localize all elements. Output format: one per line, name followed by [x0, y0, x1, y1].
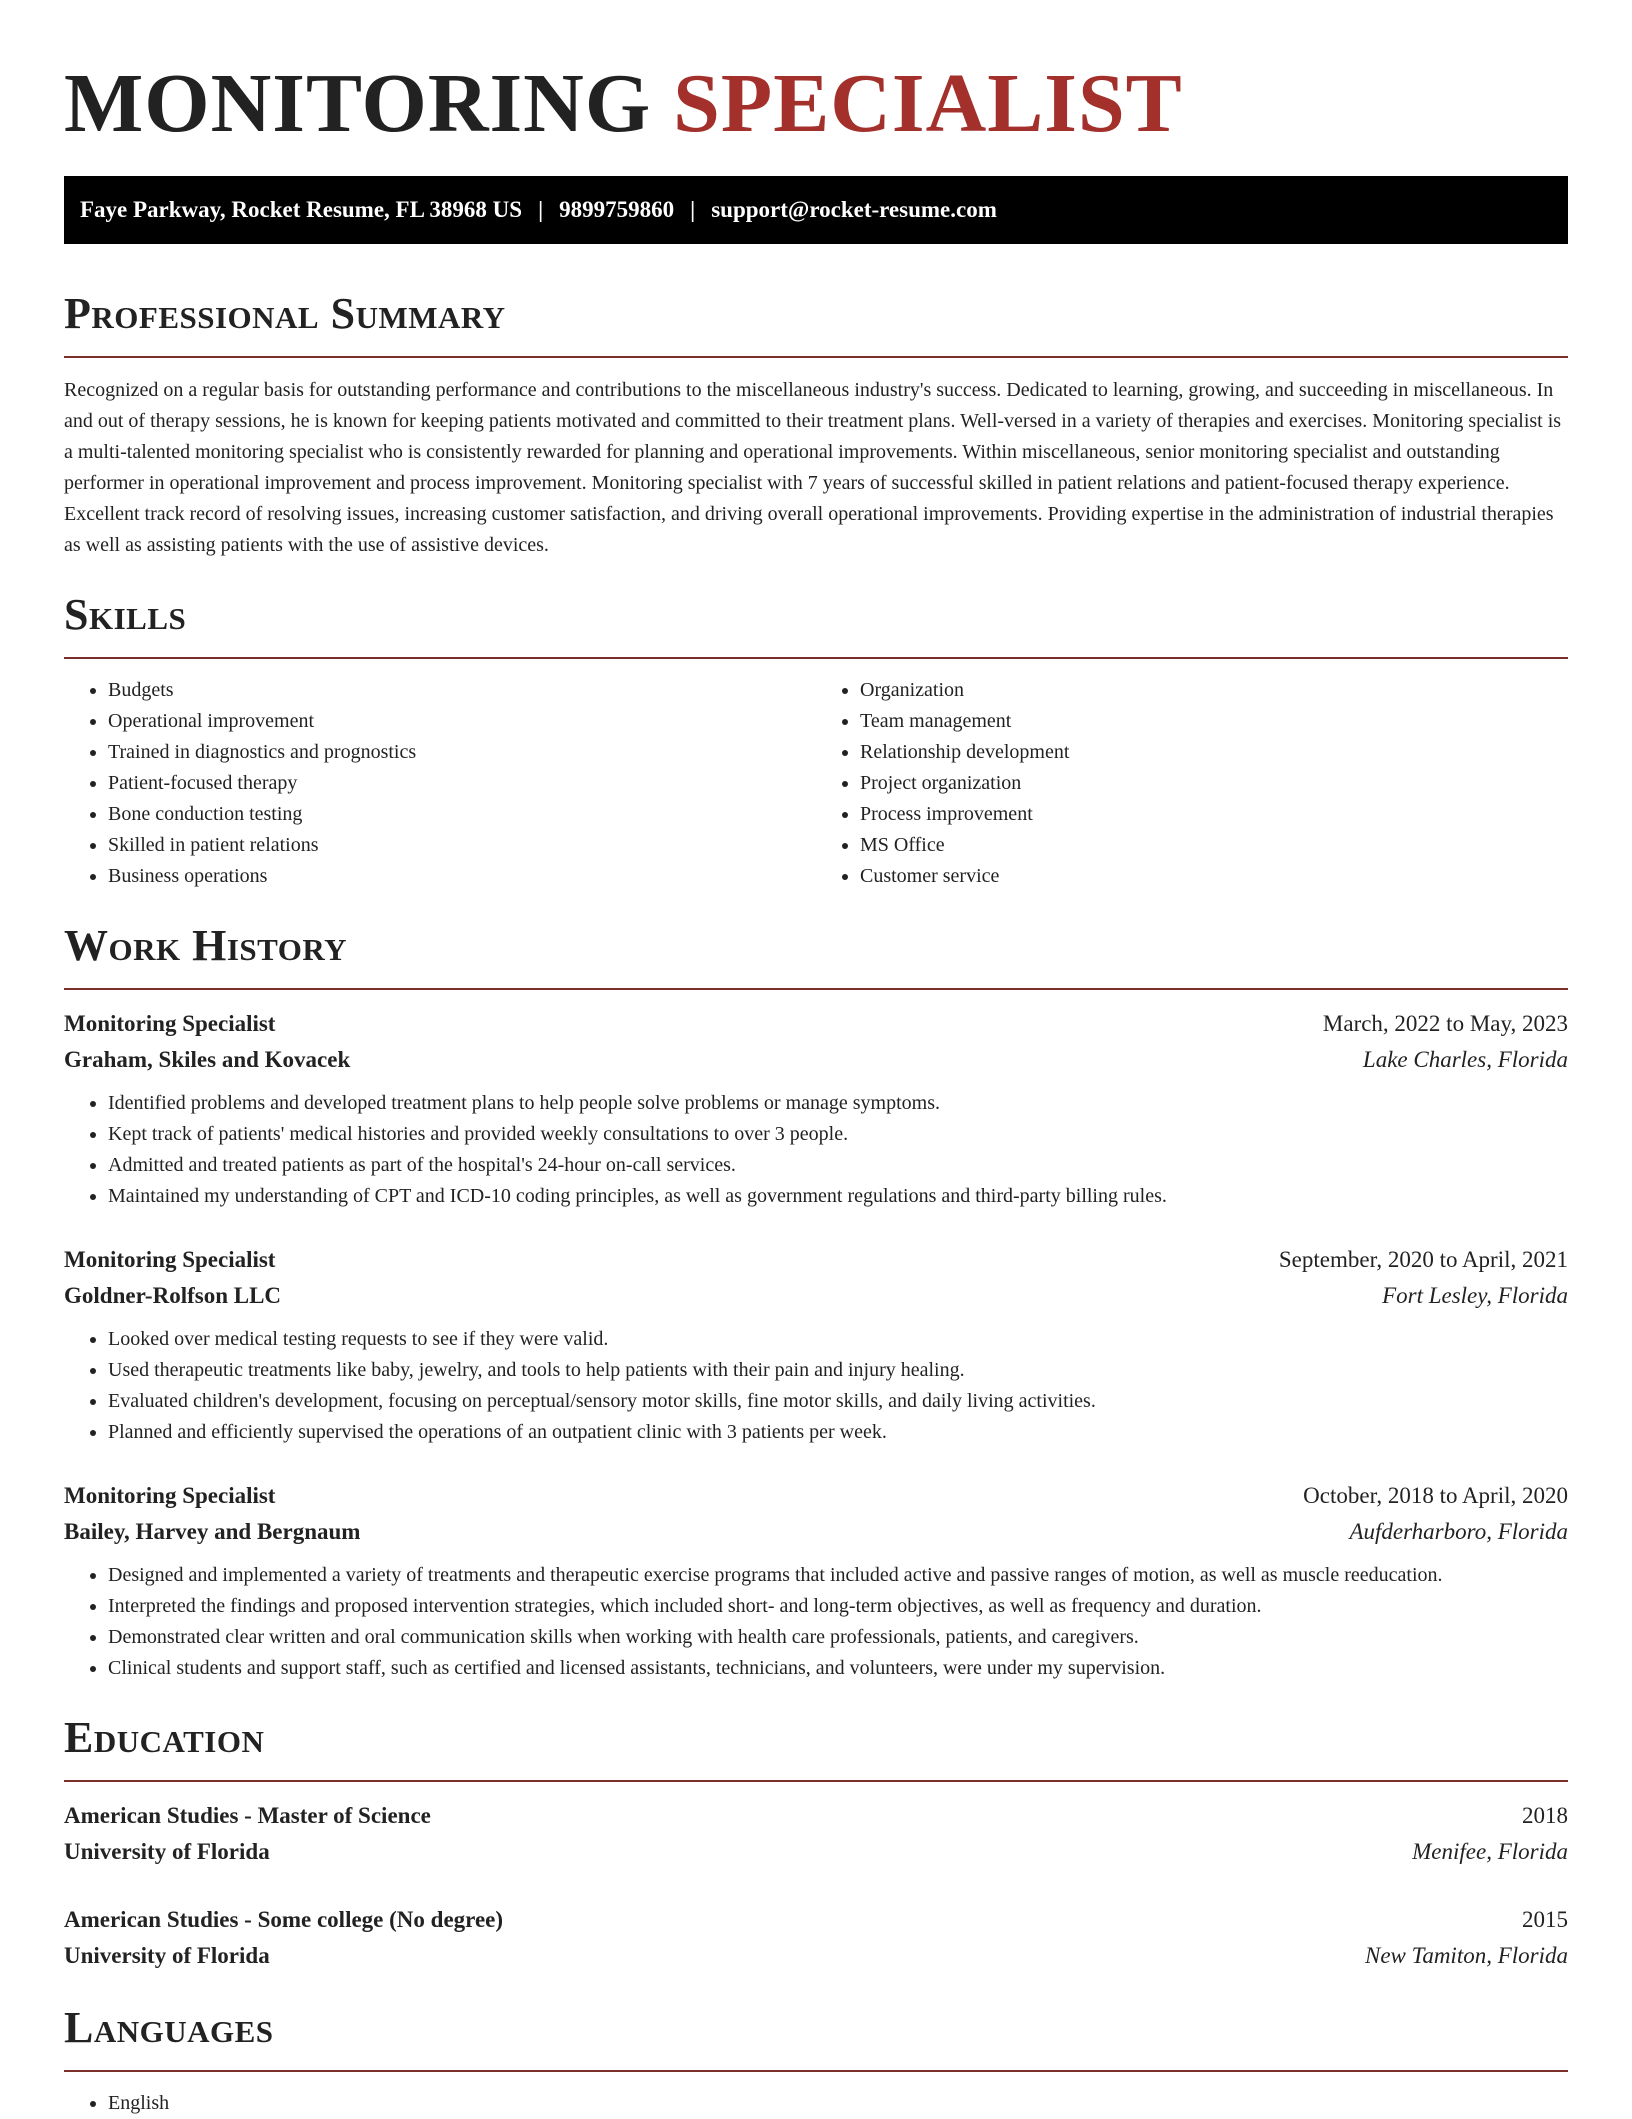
job-bullet: • Used therapeutic treatments like baby, jewelry, and tools to help patients with their pain and injury healing. [108, 1355, 1568, 1386]
language-item: • English [108, 2088, 1568, 2119]
education-year: 2015 [1522, 1907, 1568, 1932]
education-school: University of Florida [64, 1839, 270, 1864]
skill-item: • Process improvement [860, 799, 1568, 830]
skill-item: • MS Office [860, 830, 1568, 861]
skill-item: • Relationship development [860, 737, 1568, 768]
education-degree: American Studies - Master of Science [64, 1803, 431, 1828]
skills-column-left [64, 675, 816, 892]
job-role: Monitoring Specialist [64, 1247, 276, 1272]
job-entry [64, 1478, 1568, 1684]
skill-item: • Budgets [108, 675, 816, 706]
job-bullet: • Demonstrated clear written and oral communication skills when working with health care professionals, patients, and caregivers. [108, 1622, 1568, 1653]
education-entry [64, 1902, 1568, 1974]
skill-item: • Skilled in patient relations [108, 830, 816, 861]
education-section [64, 1712, 1568, 1974]
skills-section [64, 589, 1568, 892]
job-role: Monitoring Specialist [64, 1011, 276, 1036]
job-company: Bailey, Harvey and Bergnaum [64, 1519, 361, 1544]
job-bullet: • Planned and efficiently supervised the operations of an outpatient clinic with 3 patients per week. [108, 1417, 1568, 1448]
job-bullet: • Admitted and treated patients as part of the hospital's 24-hour on-call services. [108, 1150, 1568, 1181]
job-location: Lake Charles, Florida [1362, 1047, 1568, 1072]
name-last: SPECIALIST [673, 57, 1183, 150]
contact-email: support@rocket-resume.com [711, 197, 997, 222]
section-divider [64, 657, 1568, 659]
section-title-languages: Languages [64, 2003, 274, 2052]
job-company: Goldner-Rolfson LLC [64, 1283, 282, 1308]
skill-item: • Business operations [108, 861, 816, 892]
contact-separator: | [690, 197, 696, 222]
skill-item: • Patient-focused therapy [108, 768, 816, 799]
summary-section [64, 288, 1568, 561]
contact-separator: | [538, 197, 544, 222]
work-history-section [64, 920, 1568, 1684]
job-entry [64, 1242, 1568, 1448]
job-bullet: • Identified problems and developed treatment plans to help people solve problems or manage symptoms. [108, 1088, 1568, 1119]
education-year: 2018 [1522, 1803, 1568, 1828]
job-role: Monitoring Specialist [64, 1483, 276, 1508]
job-bullet: • Kept track of patients' medical histories and provided weekly consultations to over 3 people. [108, 1119, 1568, 1150]
job-bullet: • Evaluated children's development, focusing on perceptual/sensory motor skills, fine motor skills, and daily living activities. [108, 1386, 1568, 1417]
name-first: MONITORING [64, 57, 652, 150]
summary-text: Recognized on a regular basis for outstanding performance and contributions to the miscellaneous industry's success. Dedicated to learning, growing, and succeeding in miscellaneous. In and out of therapy sessions, he is known for keeping patients motivated and committed to their treatment plans. Well-versed in a variety of therapies and exercises. Monitoring specialist is a multi-talented monitoring specialist who is consistently rewarded for planning and operational improvements. Within miscellaneous, senior monitoring specialist and outstanding performer in operational improvement and process improvement. Monitoring specialist with 7 years of successful skilled in patient relations and patient-focused therapy experience. Excellent track record of resolving issues, increasing customer satisfaction, and driving overall operational improvements. Providing expertise in the administration of industrial therapies as well as assisting patients with the use of assistive devices. [64, 379, 1562, 556]
contact-address: Faye Parkway, Rocket Resume, FL 38968 US [80, 197, 523, 222]
section-title-education: Education [64, 1713, 265, 1762]
languages-section [64, 2002, 1568, 2119]
skill-item: • Team management [860, 706, 1568, 737]
job-dates: October, 2018 to April, 2020 [1303, 1483, 1568, 1508]
job-location: Aufderharboro, Florida [1349, 1519, 1568, 1544]
section-divider [64, 988, 1568, 990]
job-dates: September, 2020 to April, 2021 [1278, 1247, 1568, 1272]
job-company: Graham, Skiles and Kovacek [64, 1047, 351, 1072]
skill-item: • Trained in diagnostics and prognostics [108, 737, 816, 768]
job-location: Fort Lesley, Florida [1382, 1283, 1568, 1308]
job-bullet: • Clinical students and support staff, such as certified and licensed assistants, technicians, and volunteers, were under my supervision. [108, 1653, 1568, 1684]
skill-item: • Project organization [860, 768, 1568, 799]
section-title-summary: Professional Summary [64, 289, 506, 338]
job-bullet: • Interpreted the findings and proposed intervention strategies, which included short- and long-term objectives, as well as frequency and duration. [108, 1591, 1568, 1622]
education-entry [64, 1798, 1568, 1870]
section-divider [64, 2070, 1568, 2072]
skill-item: • Organization [860, 675, 1568, 706]
education-location: Menifee, Florida [1412, 1839, 1568, 1864]
contact-bar [64, 176, 1568, 244]
contact-phone: 9899759860 [559, 197, 675, 222]
skills-column-right [816, 675, 1568, 892]
education-school: University of Florida [64, 1943, 270, 1968]
section-divider [64, 356, 1568, 358]
job-entry [64, 1006, 1568, 1212]
skill-item: • Customer service [860, 861, 1568, 892]
education-degree: American Studies - Some college (No degree) [64, 1907, 504, 1932]
job-bullet: • Designed and implemented a variety of treatments and therapeutic exercise programs that included active and passive ranges of motion, as well as muscle reeducation. [108, 1560, 1568, 1591]
job-bullet: • Looked over medical testing requests to see if they were valid. [108, 1324, 1568, 1355]
resume-name [64, 0, 1568, 176]
section-divider [64, 1780, 1568, 1782]
education-location: New Tamiton, Florida [1365, 1943, 1568, 1968]
skill-item: • Operational improvement [108, 706, 816, 737]
section-title-skills: Skills [64, 590, 187, 639]
section-title-work: Work History [64, 921, 348, 970]
job-bullet: • Maintained my understanding of CPT and ICD-10 coding principles, as well as government regulations and third-party billing rules. [108, 1181, 1568, 1212]
skill-item: • Bone conduction testing [108, 799, 816, 830]
job-dates: March, 2022 to May, 2023 [1322, 1011, 1568, 1036]
